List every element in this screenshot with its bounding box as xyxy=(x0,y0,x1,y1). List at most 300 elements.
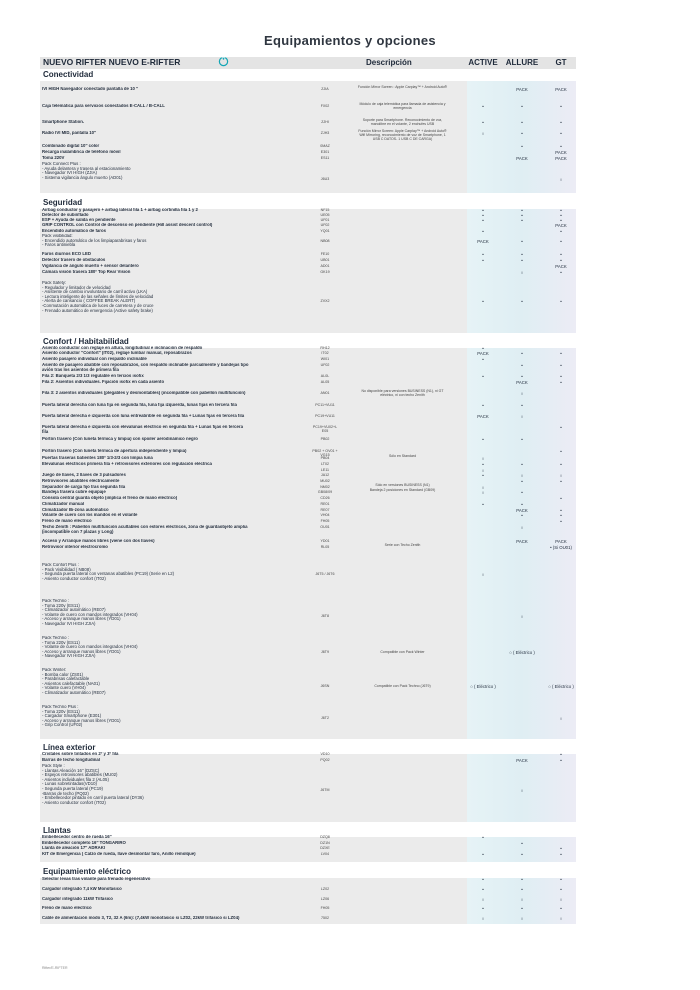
availability-gt: • xyxy=(560,144,562,149)
equipment-label: Juego de llaves, 2 llaves de 3 pulsadores xyxy=(42,473,126,477)
option-code: CD26 xyxy=(320,496,330,500)
availability-gt: • xyxy=(560,513,562,518)
option-code: J6T2 xyxy=(321,716,329,720)
option-code: ZJIA xyxy=(321,87,329,91)
table-row xyxy=(42,104,574,111)
availability-gt: • xyxy=(560,252,562,257)
availability-active: • xyxy=(482,208,484,213)
trim-header-gt: GT xyxy=(555,58,567,67)
availability-gt: ○ xyxy=(559,473,563,478)
option-code: JA12 xyxy=(320,473,330,477)
option-code: OU01 xyxy=(320,525,330,529)
availability-active: PACK xyxy=(477,239,489,244)
option-code: 7502 xyxy=(321,916,329,920)
availability-active: • xyxy=(482,229,484,234)
equipment-label: Freno de mano eléctrico xyxy=(42,519,92,523)
availability-gt: • xyxy=(560,508,562,513)
availability-allure: ○ xyxy=(520,788,524,793)
availability-active: • xyxy=(482,877,484,882)
availability-allure: ○ xyxy=(520,473,524,478)
availability-allure: • xyxy=(521,299,523,304)
table-row xyxy=(42,363,574,370)
option-code: PB04 xyxy=(320,456,330,460)
option-description: No disponible para versiones BUSINESS (N1), ni GT eléctrico, ni con techo Zenith xyxy=(361,389,444,397)
equipment-label: IVI HIGH Navegador conectado pantalla de 10 '' xyxy=(42,87,139,91)
equipment-label: Combinado digital 10'' color xyxy=(42,144,100,148)
equipment-label: Pack Techno : - Toma 220v (ES11) - Climatizador automático (RE07) - Volante de cuero con mandos integrados (VH04) - Acceso y arranque manos libres (YD01) - Navegador IVI HIGH ZJIA) xyxy=(42,599,138,626)
table-row xyxy=(42,437,574,444)
option-code: RH12 xyxy=(320,346,330,350)
table-row xyxy=(42,636,574,659)
footer-note: Rifter/E-RIFTER xyxy=(42,966,68,970)
availability-gt: • xyxy=(560,877,562,882)
electric-plug-icon xyxy=(218,56,229,67)
equipment-label: Cable de alimentación modo 3, T2, 32 A (6m): (7,4kW monofásico si LZ02, 22kW trifásico si LZ04) xyxy=(42,916,240,920)
availability-active: • xyxy=(482,906,484,911)
availability-allure: PACK xyxy=(516,380,528,385)
option-code: ZJHI xyxy=(321,120,329,124)
table-row xyxy=(42,764,574,805)
availability-gt: ○ xyxy=(559,916,563,921)
availability-gt: PACK xyxy=(555,87,567,92)
availability-active: • xyxy=(482,437,484,442)
availability-allure: • xyxy=(521,351,523,356)
equipment-label: Acceso y Arranque manos libres (viene con dos llaves) xyxy=(42,539,155,543)
availability-allure: • xyxy=(521,403,523,408)
table-row xyxy=(42,887,574,894)
equipment-label: Toma 220V xyxy=(42,156,65,160)
page-title: Equipamientos y opciones xyxy=(264,33,436,48)
availability-active: • xyxy=(482,502,484,507)
availability-gt: • xyxy=(560,852,562,857)
availability-gt: • xyxy=(560,425,562,430)
option-code: UB01 xyxy=(320,258,330,262)
equipment-label: Fila 2: Asientos individuales. Fijación isofix en cada asiento xyxy=(42,380,165,384)
table-row xyxy=(42,852,574,859)
option-code: PC11+VU11 xyxy=(315,403,335,407)
equipment-label: Encendido automático de faros xyxy=(42,229,106,233)
availability-allure: ○ xyxy=(520,897,524,902)
equipment-label: Retrovisores abatibles eléctricamente xyxy=(42,479,120,483)
availability-gt: • xyxy=(560,758,562,763)
availability-gt: PACK xyxy=(555,264,567,269)
option-description: Serie con Techo Zenith xyxy=(384,543,421,547)
availability-allure: • xyxy=(521,479,523,484)
section-title: Confort / Habitabilidad xyxy=(43,337,129,346)
option-code: J6TM xyxy=(320,788,330,792)
section-title: Equipamiento eléctrico xyxy=(43,867,132,876)
availability-gt: • xyxy=(560,374,562,379)
availability-allure: • xyxy=(521,144,523,149)
availability-active: ○ xyxy=(481,468,485,473)
availability-allure: PACK xyxy=(516,508,528,513)
option-code: E301 xyxy=(320,150,330,154)
option-code: IT02 xyxy=(321,351,329,355)
option-code: ZVX2 xyxy=(320,299,330,303)
equipment-label: Smartphone Station. xyxy=(42,120,85,124)
equipment-label: Climatizador manual xyxy=(42,502,85,506)
option-code: YD01 xyxy=(320,539,330,543)
availability-gt: • xyxy=(560,351,562,356)
availability-gt: • xyxy=(560,131,562,136)
table-row xyxy=(42,234,574,248)
option-code: GB08/09 xyxy=(317,490,333,494)
option-description: Módulo de caja telemática para llamada de asistencia y emergencia xyxy=(359,102,446,110)
option-description: Sólo en versiones BUSINESS (N1) xyxy=(375,483,430,487)
section-title: Conectividad xyxy=(43,70,94,79)
availability-allure: • xyxy=(521,239,523,244)
availability-gt: • xyxy=(560,887,562,892)
availability-gt: • xyxy=(560,104,562,109)
availability-active: • xyxy=(482,346,484,351)
option-code: LE11 xyxy=(320,468,330,472)
table-row xyxy=(42,380,574,387)
table-row xyxy=(42,414,574,421)
availability-gt: • xyxy=(560,120,562,125)
option-code: J6T8 xyxy=(321,614,329,618)
option-code: J6U3 xyxy=(320,177,330,181)
table-row xyxy=(42,403,574,410)
availability-allure: • xyxy=(521,208,523,213)
equipment-label: Pack Safety: - Regulador y limitador de velocidad - Asistente de cambio involuntario de carril activo (LKA) - Lectura inteligente de las señales de límites de velocidad - Alerta de cansancio ( COFFEE BREAK ALERT) -Conmutación automática de luces de carretera y de cruce - Frenado automático de emergencia (Active safety brake) xyxy=(42,281,154,313)
option-code: LZ06 xyxy=(320,897,330,901)
availability-active: ○ xyxy=(481,485,485,490)
equipment-label: Puertas traseras batientes 180º 1/3-2/3 con limpia luna xyxy=(42,456,153,460)
option-code: AN01 xyxy=(320,391,330,395)
availability-active: ○ xyxy=(481,456,485,461)
availability-gt: • xyxy=(560,519,562,524)
equipment-label: Pack Confort Plus : - Pack Visibilidad ( NB08) - Segunda puerta lateral con ventanas abatibles (PC19) (Serie en L2) - Asiento conductor confort (IT02) xyxy=(42,563,175,581)
table-row xyxy=(42,897,574,904)
option-code: VH04 xyxy=(320,513,330,517)
option-code: PC19+VU11 xyxy=(315,414,335,418)
option-description: Sólo en Standard xyxy=(388,454,417,458)
equipment-label: Recarga inalámbrica de teléfono móvil xyxy=(42,150,121,154)
equipment-label: Fila 3: 2 asientos individuales (plegables y desmontables) (incompatible con pabellón multifunción) xyxy=(42,391,246,395)
table-row xyxy=(42,120,574,127)
availability-gt: • xyxy=(560,479,562,484)
option-code: RE07 xyxy=(320,508,330,512)
option-code: PB02 + OV01 + VG15 xyxy=(312,449,338,457)
availability-active: • xyxy=(482,835,484,840)
availability-gt: ○ ( Eléctrico ) xyxy=(548,684,574,689)
availability-allure: • xyxy=(521,218,523,223)
option-code: WI01 xyxy=(320,357,330,361)
option-code: UE05 xyxy=(320,213,330,217)
option-code: PQ02 xyxy=(320,758,330,762)
availability-gt: • xyxy=(560,208,562,213)
table-row xyxy=(42,391,574,398)
option-code: 0MAZ xyxy=(320,144,330,148)
equipment-label: Pack visibilidad: - Encendido automático de los limpiaparabrisas y faros - Faros antiniebla xyxy=(42,234,147,248)
equipment-label: Barras de techo longitudinal xyxy=(42,758,101,762)
equipment-label: Fila 2: Banqueta 2/3 1/3 regulable en tercios isofix xyxy=(42,374,144,378)
availability-active: ○ xyxy=(481,572,485,577)
availability-gt: PACK xyxy=(555,150,567,155)
option-code: ES11 xyxy=(320,156,330,160)
section-title: Línea exterior xyxy=(43,743,96,752)
availability-gt: • xyxy=(560,363,562,368)
availability-gt: • xyxy=(560,239,562,244)
equipment-label: Techo Zenith : Pabellón multifunción acultables con estores eléctricos, zona de guardaobjeto amplia (incompatible con 7 plazas y Long) xyxy=(42,525,248,534)
availability-allure: PACK xyxy=(516,758,528,763)
availability-allure: • xyxy=(521,374,523,379)
section-title: Llantas xyxy=(43,826,72,835)
table-row xyxy=(42,668,574,695)
option-code: AL05 xyxy=(320,380,330,384)
trim-header-active: ACTIVE xyxy=(468,58,498,67)
availability-active: • xyxy=(482,887,484,892)
option-description: Compatible con Pack Techno (J6T9) xyxy=(374,684,431,688)
option-code: LT02 xyxy=(321,462,329,466)
availability-active: • xyxy=(482,218,484,223)
equipment-label: Elevalunas eléctricos primera fila + retrovisores exteriores con regulación eléctrica xyxy=(42,462,212,466)
table-row xyxy=(42,545,574,552)
description-header: Descripción xyxy=(366,58,412,67)
availability-allure: • xyxy=(521,131,523,136)
availability-gt: • xyxy=(560,380,562,385)
option-code: YQ01 xyxy=(320,229,330,233)
availability-gt: PACK xyxy=(555,539,567,544)
table-row xyxy=(42,906,574,913)
equipment-label: Detector trasero de obstáculos xyxy=(42,258,106,262)
option-code: UF02 xyxy=(320,363,330,367)
equipment-label: Climatizador Bi-zona automático xyxy=(42,508,109,512)
equipment-label: Faros diurnos ECO LED xyxy=(42,252,91,256)
availability-allure: • xyxy=(521,513,523,518)
availability-allure: • xyxy=(521,906,523,911)
availability-allure: ○ xyxy=(520,525,524,530)
availability-active: • xyxy=(482,299,484,304)
availability-gt: PACK xyxy=(555,223,567,228)
table-row xyxy=(42,425,574,432)
availability-gt: • xyxy=(560,462,562,467)
equipment-label: Pack Techno : - Toma 220v (ES11) - Volante de cuero con mandos integrados (VH04) - Acceso y arranque manos libres (YD01) - Navegador IVI HIGH ZJIA) xyxy=(42,636,138,659)
table-row xyxy=(42,270,574,277)
availability-gt: • xyxy=(560,270,562,275)
availability-gt: • xyxy=(560,752,562,757)
availability-gt: • xyxy=(560,229,562,234)
option-code: DZQ8 xyxy=(320,835,330,839)
option-code: FH05 xyxy=(320,519,330,523)
availability-active: • xyxy=(482,473,484,478)
equipment-label: Embellecedor centro de rueda 16'' xyxy=(42,835,112,839)
availability-gt: • xyxy=(560,213,562,218)
availability-allure: ○ xyxy=(520,414,524,419)
availability-active: • xyxy=(482,104,484,109)
option-code: AD01 xyxy=(320,264,330,268)
equipment-label: Freno de mano eléctrico xyxy=(42,906,92,910)
availability-allure: • xyxy=(521,841,523,846)
equipment-label: Cristales sobre tintados en 2º y 3º fila xyxy=(42,752,119,756)
equipment-label: Cámara visión trasera 180º Top Rear Vision xyxy=(42,270,131,274)
equipment-label: Pack Winter: - Bomba calor (ZS01) - Parabrisas calefactable - Asientos calefactable (NA01) - Volante cuero (VH04) - Climatizador automático (RE07) xyxy=(42,668,106,695)
option-code: J6T5 / J6T6 xyxy=(315,572,335,576)
availability-active: • xyxy=(482,252,484,257)
equipment-label: Asiento conductor "Confort" (IT02), reglaje lumbar manual, reposabrazos xyxy=(42,351,192,355)
equipment-label: Retrovisor interior electrocromo xyxy=(42,545,108,549)
availability-allure: • xyxy=(521,877,523,882)
table-row xyxy=(42,877,574,884)
availability-gt: • xyxy=(560,218,562,223)
table-row xyxy=(42,916,574,923)
availability-active: ○ ( Eléctrico ) xyxy=(470,684,496,689)
availability-active: • xyxy=(482,852,484,857)
availability-gt: • xyxy=(560,846,562,851)
availability-active: ○ xyxy=(481,897,485,902)
option-description: Función Mirror Screen: Apple Carplay™ + Android Auto® Wifi Mirroring, reconocimiento de voz de Smartphone, 1 USB C DATOS- 1 USB C DE CARGA) xyxy=(358,129,447,141)
availability-allure: • xyxy=(521,258,523,263)
equipment-label: Puerta lateral derecha e izquierda con luna entreabrible en segunda fila + Lunas fijas en tercera fila xyxy=(42,414,245,418)
availability-allure: • xyxy=(521,502,523,507)
availability-allure: • xyxy=(521,120,523,125)
equipment-label: Asiento de pasajero abatible con reposabrazos, con respaldo inclinable parcialmente y bandejas tipo avión tras los asientos de primera fila xyxy=(42,363,249,372)
equipment-label: Puerta lateral derecha con luna fija en segunda fila, luna fija izquierda, lunas fijas en tercera fila xyxy=(42,403,237,407)
equipment-label: Asiento pasajero individual con respaldo inclinable xyxy=(42,357,147,361)
availability-allure: PACK xyxy=(516,156,528,161)
option-code: VD10 xyxy=(320,752,330,756)
option-code: AL0L xyxy=(320,374,330,378)
equipment-label: Vigilancia de ángulo muerto + sensor delantero xyxy=(42,264,139,268)
availability-active: • xyxy=(482,374,484,379)
equipment-label: Puerta lateral derecha e izquierda con elevalunas eléctrico en segunda fila + Lunas fijas en tercera fila xyxy=(42,425,243,434)
availability-gt: • (Si OU01) xyxy=(550,545,572,550)
availability-gt: ○ xyxy=(559,897,563,902)
availability-allure: ○ xyxy=(520,270,524,275)
availability-active: • xyxy=(482,120,484,125)
equipment-label: Pack Techno Plus : - Toma 220v (ES11) - Cargador Smartphone (E301) - Acceso y arranque manos libres (YD01) - Grip Control (UF02) xyxy=(42,705,121,728)
option-code: PC19+VU02+L E05 xyxy=(312,425,338,433)
option-code: UF02 xyxy=(320,223,330,227)
availability-active: ○ xyxy=(481,490,485,495)
availability-allure: • xyxy=(521,462,523,467)
option-code: ZJH3 xyxy=(320,131,330,135)
equipment-label: Asiento conductor con reglaje en altura, longitudinal e inclinación de respaldo xyxy=(42,346,203,350)
equipment-label: Selector levas tras volante para frenado regenerativo xyxy=(42,877,151,881)
availability-allure: • xyxy=(521,887,523,892)
availability-allure: • xyxy=(521,252,523,257)
equipment-label: Cargador integrado 11kW Trifásico xyxy=(42,897,113,901)
availability-gt: ○ xyxy=(559,716,563,721)
availability-active: • xyxy=(482,403,484,408)
availability-gt: ○ xyxy=(559,177,563,182)
equipment-label: Embellecedor completo 16'' TONGARIRO xyxy=(42,841,126,845)
availability-allure: PACK xyxy=(516,539,528,544)
availability-allure: ○ xyxy=(520,614,524,619)
equipment-label: ESP + Ayuda de salida en pendiente xyxy=(42,218,116,222)
option-code: FX02 xyxy=(320,104,330,108)
equipment-label: Consola central guarda objeto (implica el freno de mano eléctrico) xyxy=(42,496,178,500)
equipment-label: KIT de Emergencia ( Calzo de rueda, llave desmontar faro, Anillo remolque) xyxy=(42,852,196,856)
option-description: Función Mirror Screen : Apple Carplay™ + Android Auto® xyxy=(357,85,448,89)
availability-allure: • xyxy=(521,490,523,495)
equipment-label: Volante de cuero con los mandos en el volante xyxy=(42,513,138,517)
option-code: RE01 xyxy=(320,502,330,506)
table-row xyxy=(42,162,574,182)
equipment-label: GRIP CONTROL con Control de descenso en pendiente (Hill assist descent control) xyxy=(42,223,213,227)
option-description: Bandeja 2 posiciones en Standard (GB09) xyxy=(369,488,436,492)
availability-active: • xyxy=(482,258,484,263)
table-row xyxy=(42,449,574,456)
option-code: RL05 xyxy=(320,545,330,549)
availability-allure: ○ xyxy=(520,916,524,921)
availability-allure: PACK xyxy=(516,87,528,92)
option-description: Soporte para Smartphone. Reconocimiento de voz, manolibre en el volante, 2 enchufes USB xyxy=(362,118,443,126)
option-code: FE10 xyxy=(320,252,330,256)
equipment-label: Llanta de aleación 17'' ADRAKI xyxy=(42,846,106,850)
availability-gt: • xyxy=(560,906,562,911)
option-code: LZ02 xyxy=(320,887,330,891)
option-code: MU02 xyxy=(320,479,330,483)
availability-active: • xyxy=(482,357,484,362)
equipment-label: Airbag conductor y pasajero + airbag lateral fila 1 + airbag cortinilla fila 1 y 2 xyxy=(42,208,198,212)
availability-allure: • xyxy=(521,104,523,109)
availability-gt: • xyxy=(560,299,562,304)
table-row xyxy=(42,281,574,313)
equipment-label: Caja telemática para servicios conectados E-CALL / B-CALL xyxy=(42,104,165,108)
availability-allure: • xyxy=(521,437,523,442)
equipment-label: Portón trasero (Con luneta térmica y limpia) con spoiler aerodinámico negro xyxy=(42,437,198,441)
availability-active: PACK xyxy=(477,351,489,356)
option-code: FH05 xyxy=(320,906,330,910)
option-description: Compatible con Pack Winter xyxy=(380,650,425,654)
equipment-label: Pack Style : - Llantas Aleación 16'' (DZSC) - Espejos retrovisores abatibles (MU02) - Asientos individuales fila 2 (AL05) - Lunas sobretintadas(VD10) - Segunda puerta lateral (PC19) -Barras de techo (PQ02) - Embellecedor pintado en carril puerta lateral (DY36) - Asiento conductor confort (IT02) xyxy=(42,764,144,805)
equipment-label: Separador de carga fijo tras segunda fila xyxy=(42,485,126,489)
availability-gt: • xyxy=(560,496,562,501)
option-code: J6T9 xyxy=(321,650,329,654)
equipment-label: Pack Connect Plus : - Ayuda delantera y trasera al estacionamiento - Navegador IVI HIGH (ZJIA) - Sistema vigilancia ángulo muerto (AD01) xyxy=(42,162,131,180)
option-code: J6SN xyxy=(320,684,330,688)
option-code: NM02 xyxy=(320,485,330,489)
table-row xyxy=(42,563,574,581)
availability-active: PACK xyxy=(477,414,489,419)
availability-allure: ○ ( Eléctrico ) xyxy=(509,650,535,655)
model-header: NUEVO RIFTER NUEVO E-RIFTER xyxy=(43,57,181,67)
option-code: LV04 xyxy=(320,852,330,856)
availability-gt: • xyxy=(560,258,562,263)
availability-allure: • xyxy=(521,213,523,218)
equipment-label: Bandeja trasera cubre equipaje xyxy=(42,490,106,494)
equipment-label: Detector de subinflado xyxy=(42,213,89,217)
option-code: DZXE xyxy=(320,846,330,850)
availability-allure: ○ xyxy=(520,391,524,396)
option-code: NB08 xyxy=(320,239,330,243)
table-row xyxy=(42,87,574,94)
availability-active: • xyxy=(482,213,484,218)
equipment-label: Radio IVI MID, pantalla 10'' xyxy=(42,131,97,135)
option-code: PB02 xyxy=(320,437,330,441)
availability-allure: • xyxy=(521,363,523,368)
equipment-label: Portón trasero (Con luneta térmica de apertura independiente y limpia) xyxy=(42,449,187,453)
table-row xyxy=(42,705,574,728)
option-code: GK19 xyxy=(320,270,330,274)
availability-active: • xyxy=(482,462,484,467)
option-code: DZ1N xyxy=(320,841,330,845)
table-row xyxy=(42,525,574,532)
availability-allure: • xyxy=(521,852,523,857)
availability-active: ○ xyxy=(481,916,485,921)
equipment-label: Cargador integrado 7,4 kW Monofásico xyxy=(42,887,122,891)
availability-active: ○ xyxy=(481,131,485,136)
availability-gt: PACK xyxy=(555,156,567,161)
option-code: NF15 xyxy=(320,208,330,212)
table-row xyxy=(42,599,574,626)
trim-header-allure: ALLURE xyxy=(505,58,539,67)
option-code: UF01 xyxy=(320,218,330,222)
availability-gt: • xyxy=(560,449,562,454)
section-title: Seguridad xyxy=(43,198,83,207)
table-row xyxy=(42,129,574,141)
